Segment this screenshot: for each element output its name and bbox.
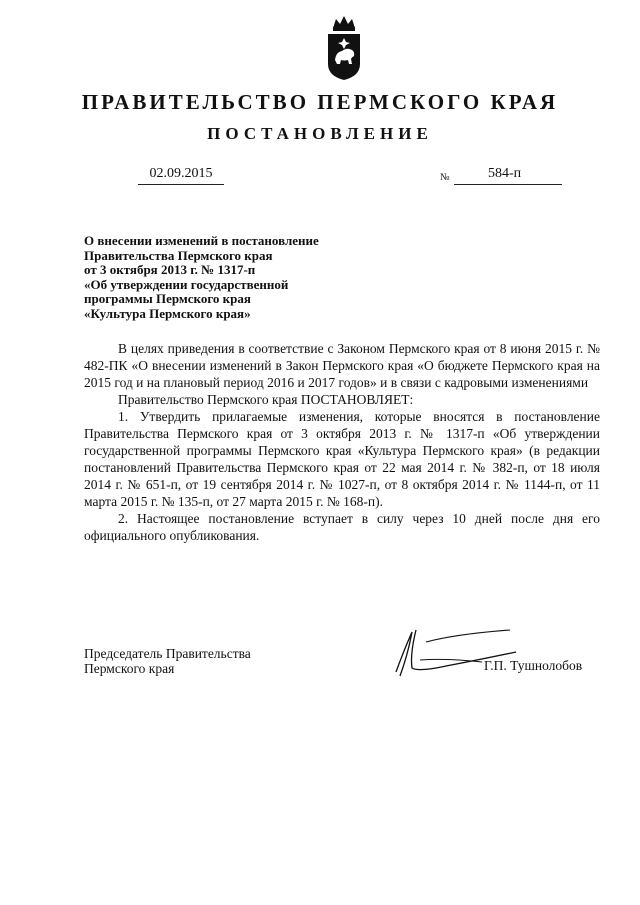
body-paragraph: 1. Утвердить прилагаемые изменения, которые вносятся в постановление Правительства Пермского края от 3 октября 2013 г. № 1317-п «Об утверждении государственной программы Пермского края «Культура Пермского края» (в редакции постановлений Правительства Пермского края от 22 мая 2014 г. № 382-п, от 18 июля 2014 г. № 651-п, от 19 сентября 2014 г. № 1027-п, от 8 октября 2014 г. № 1144-п, от 11 марта 2015 г. № 135-п, от 27 марта 2015 г. № 168-п). xyxy=(84,409,600,509)
signer-title-line: Пермского края xyxy=(84,661,175,676)
government-title: ПРАВИТЕЛЬСТВО ПЕРМСКОГО КРАЯ xyxy=(81,90,559,114)
subject-line: «Об утверждении государственной xyxy=(84,276,289,292)
signer-name: Г.П. Тушнолобов xyxy=(484,658,583,673)
signer-title-line: Председатель Правительства xyxy=(84,646,251,661)
body-paragraph: Правительство Пермского края ПОСТАНОВЛЯЕТ: xyxy=(118,392,414,407)
coat-of-arms-bear-icon xyxy=(324,14,364,82)
document-type-heading: ПОСТАНОВЛЕНИЕ xyxy=(207,124,433,143)
body-paragraph: 2. Настоящее постановление вступает в силу через 10 дней после дня его официального опубликования. xyxy=(84,511,600,543)
subject-block xyxy=(84,234,374,321)
subject-line: «Культура Пермского края» xyxy=(84,305,251,321)
signer-title xyxy=(84,646,304,676)
subject-line: Правительства Пермского края xyxy=(84,247,273,263)
document-number: 584-п xyxy=(488,166,522,181)
document-number-field xyxy=(454,164,562,185)
subject-line: программы Пермского края xyxy=(84,291,251,306)
body-paragraph: В целях приведения в соответствие с Законом Пермского края от 8 июня 2015 г. № 482-ПК «О внесении изменений в Закон Пермского края «О бюджете Пермского края на 2015 год и на плановый период 2016 и 2017 годов» и в связи с кадровыми изменениями xyxy=(84,341,600,390)
subject-line: О внесении изменений в постановление xyxy=(84,233,319,248)
number-sign: № xyxy=(440,172,450,183)
document-date: 02.09.2015 xyxy=(138,164,224,185)
document-body xyxy=(84,340,600,544)
subject-line: от 3 октября 2013 г. № 1317-п xyxy=(84,262,256,277)
